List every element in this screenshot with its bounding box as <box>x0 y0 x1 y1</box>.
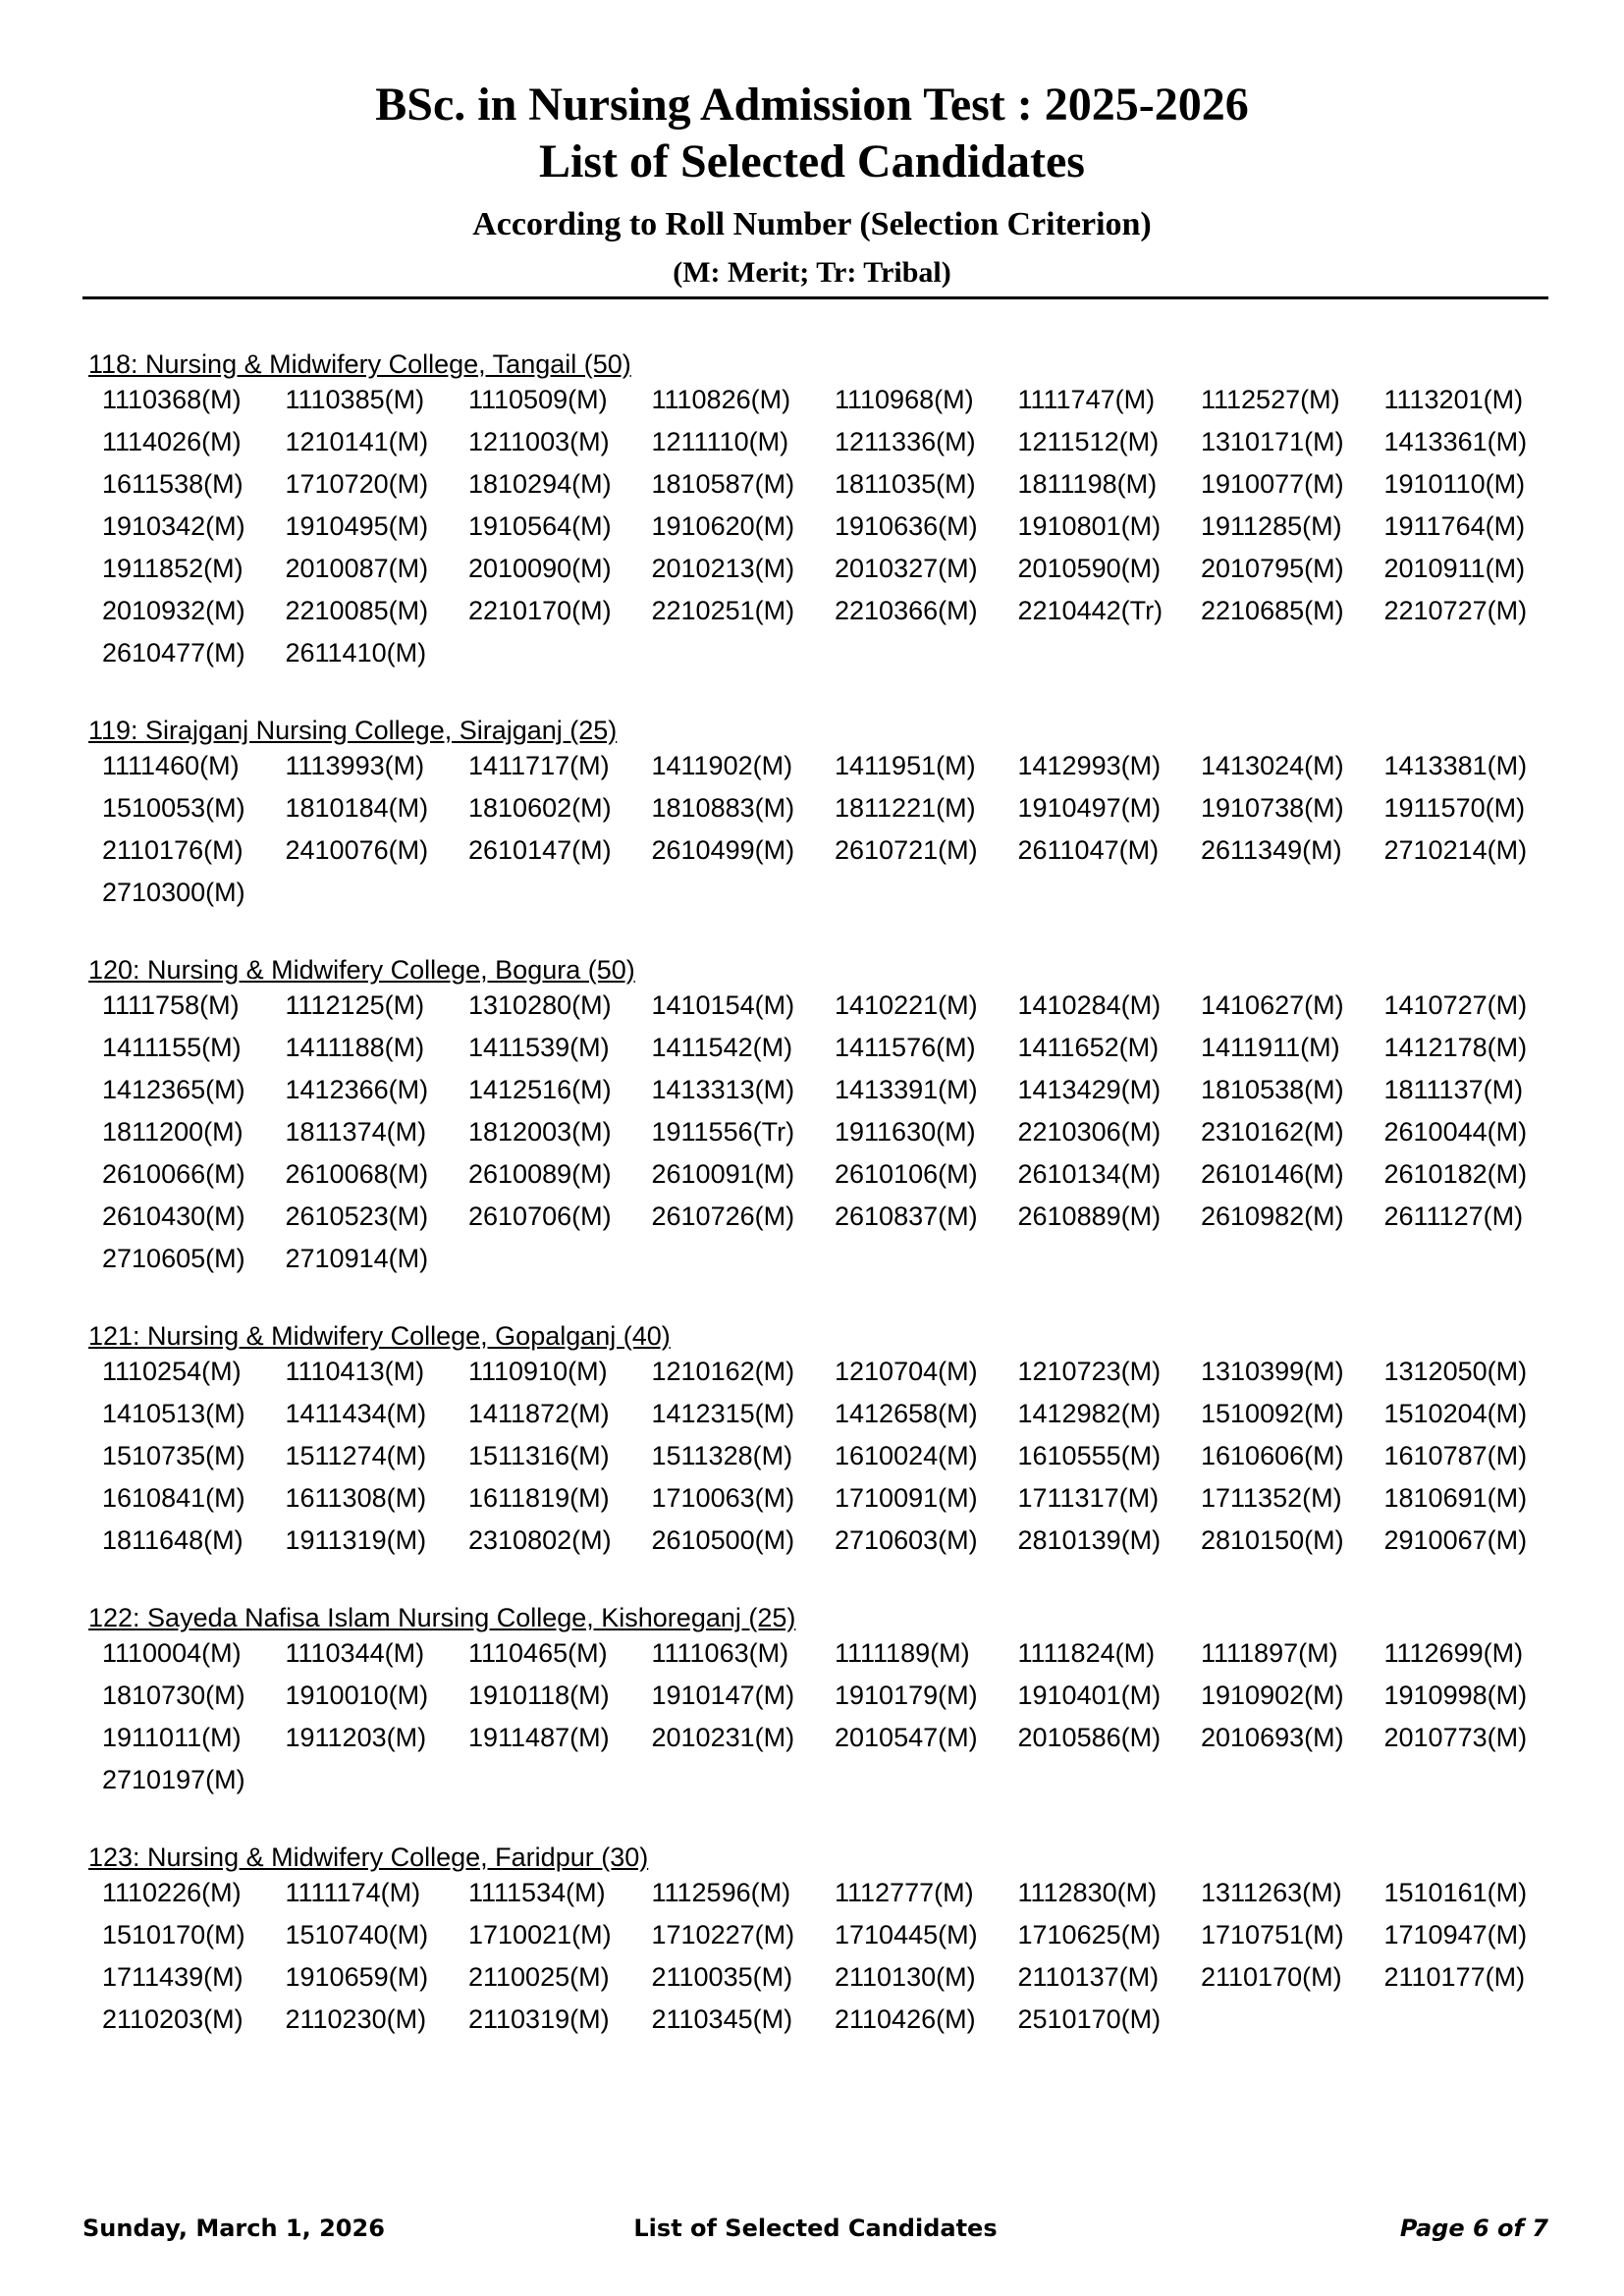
roll-number: 1610024(M) <box>835 1441 978 1470</box>
header-divider <box>82 296 1548 299</box>
roll-number: 1111758(M) <box>102 990 240 1020</box>
roll-number: 2910067(M) <box>1383 1525 1528 1555</box>
college-section <box>0 1842 1624 2041</box>
roll-number: 1310280(M) <box>468 990 612 1020</box>
roll-number: 1412366(M) <box>285 1075 429 1104</box>
roll-number: 1110254(M) <box>102 1357 242 1386</box>
roll-number: 1411539(M) <box>468 1033 610 1062</box>
roll-number: 1710021(M) <box>468 1920 612 1949</box>
college-section <box>0 1603 1624 1801</box>
roll-number: 1210141(M) <box>285 427 429 456</box>
roll-number: 2210306(M) <box>1017 1117 1162 1147</box>
roll-number: 2010547(M) <box>835 1723 978 1752</box>
roll-number: 2010327(M) <box>835 554 978 583</box>
roll-number: 1911556(Tr) <box>651 1117 795 1147</box>
roll-number: 1111824(M) <box>1017 1638 1156 1668</box>
roll-number: 1810730(M) <box>102 1681 245 1710</box>
roll-number: 2610091(M) <box>651 1159 795 1189</box>
roll-number: 1110385(M) <box>285 385 425 414</box>
roll-number: 1911852(M) <box>102 554 244 583</box>
roll-number: 1210162(M) <box>651 1357 795 1386</box>
roll-number: 1910998(M) <box>1383 1681 1528 1710</box>
roll-number: 1413381(M) <box>1383 751 1528 780</box>
roll-number: 1114026(M) <box>102 427 242 456</box>
roll-number: 1413361(M) <box>1383 427 1528 456</box>
roll-number: 1110413(M) <box>285 1357 425 1386</box>
roll-number: 1511316(M) <box>468 1441 610 1470</box>
roll-number: 1413429(M) <box>1017 1075 1162 1104</box>
roll-number: 1310171(M) <box>1201 427 1344 456</box>
roll-number: 1412178(M) <box>1383 1033 1528 1062</box>
roll-number: 1810587(M) <box>651 469 795 499</box>
roll-number: 1711439(M) <box>102 1962 244 1992</box>
roll-number: 2810139(M) <box>1017 1525 1162 1555</box>
roll-number: 1910497(M) <box>1017 793 1162 823</box>
roll-number: 1412982(M) <box>1017 1399 1162 1428</box>
roll-number: 1111534(M) <box>468 1878 606 1907</box>
roll-number: 2310802(M) <box>468 1525 612 1555</box>
roll-number: 2110025(M) <box>468 1962 610 1992</box>
roll-number: 1811221(M) <box>835 793 976 823</box>
roll-number: 2810150(M) <box>1201 1525 1344 1555</box>
roll-number: 1710625(M) <box>1017 1920 1162 1949</box>
roll-number: 2110177(M) <box>1383 1962 1526 1992</box>
roll-number: 1910738(M) <box>1201 793 1344 823</box>
roll-number: 2710605(M) <box>102 1244 245 1273</box>
roll-number: 2610721(M) <box>835 835 978 865</box>
roll-number: 1413313(M) <box>651 1075 795 1104</box>
roll-number: 2610523(M) <box>285 1201 429 1231</box>
roll-number: 2210442(Tr) <box>1017 596 1164 625</box>
roll-number: 1911630(M) <box>835 1117 976 1147</box>
roll-number: 1110226(M) <box>102 1878 242 1907</box>
roll-number: 1112596(M) <box>651 1878 791 1907</box>
roll-number: 1911203(M) <box>285 1723 427 1752</box>
roll-number: 2010932(M) <box>102 596 245 625</box>
roll-number: 2610066(M) <box>102 1159 245 1189</box>
roll-number: 1710947(M) <box>1383 1920 1528 1949</box>
roll-number: 1411576(M) <box>835 1033 976 1062</box>
college-title: 118: Nursing & Midwifery College, Tangail (50) <box>88 349 631 379</box>
roll-number-grid <box>102 985 1624 1280</box>
roll-number: 1411434(M) <box>285 1399 427 1428</box>
roll-number: 1211110(M) <box>651 427 789 456</box>
roll-number: 2010090(M) <box>468 554 612 583</box>
roll-number: 2110137(M) <box>1017 1962 1160 1992</box>
legend: (M: Merit; Tr: Tribal) <box>673 256 951 289</box>
roll-number: 1910147(M) <box>651 1681 795 1710</box>
roll-number: 1510204(M) <box>1383 1399 1528 1428</box>
roll-number: 1610555(M) <box>1017 1441 1162 1470</box>
roll-number-grid <box>102 379 1624 674</box>
roll-number: 1311263(M) <box>1201 1878 1342 1907</box>
roll-number: 2610837(M) <box>835 1201 978 1231</box>
roll-number: 1211336(M) <box>835 427 976 456</box>
roll-number: 1810294(M) <box>468 469 612 499</box>
roll-number: 2610500(M) <box>651 1525 795 1555</box>
roll-number: 1112699(M) <box>1383 1638 1524 1668</box>
roll-number: 1911487(M) <box>468 1723 610 1752</box>
roll-number: 1811374(M) <box>285 1117 427 1147</box>
roll-number: 2610889(M) <box>1017 1201 1162 1231</box>
roll-number: 1910179(M) <box>835 1681 978 1710</box>
roll-number: 1411872(M) <box>468 1399 610 1428</box>
roll-number: 2610477(M) <box>102 638 245 667</box>
roll-number: 1810691(M) <box>1383 1483 1528 1513</box>
roll-number: 2610706(M) <box>468 1201 612 1231</box>
roll-number: 2610726(M) <box>651 1201 795 1231</box>
roll-number: 1410513(M) <box>102 1399 245 1428</box>
roll-number: 1810602(M) <box>468 793 612 823</box>
roll-number: 1910495(M) <box>285 511 429 541</box>
roll-number: 1312050(M) <box>1383 1357 1528 1386</box>
roll-number: 2310162(M) <box>1201 1117 1344 1147</box>
roll-number: 1510053(M) <box>102 793 245 823</box>
roll-number: 1910118(M) <box>468 1681 610 1710</box>
roll-number: 2611349(M) <box>1201 835 1342 865</box>
roll-number: 1710227(M) <box>651 1920 795 1949</box>
roll-number: 1510170(M) <box>102 1920 245 1949</box>
roll-number: 1911011(M) <box>102 1723 242 1752</box>
roll-number: 1110910(M) <box>468 1357 608 1386</box>
roll-number: 1411717(M) <box>468 751 610 780</box>
document-title: BSc. in Nursing Admission Test : 2025-2026 <box>375 79 1249 131</box>
roll-number: 1910659(M) <box>285 1962 429 1992</box>
roll-number: 2611410(M) <box>285 638 427 667</box>
roll-number: 1910564(M) <box>468 511 612 541</box>
roll-number: 2110203(M) <box>102 2004 244 2034</box>
roll-number: 1611819(M) <box>468 1483 610 1513</box>
roll-number: 1811648(M) <box>102 1525 244 1555</box>
roll-number: 1411652(M) <box>1017 1033 1160 1062</box>
college-section <box>0 1321 1624 1562</box>
roll-number: 1911764(M) <box>1383 511 1526 541</box>
roll-number: 2610147(M) <box>468 835 612 865</box>
document-subtitle: List of Selected Candidates <box>539 135 1085 187</box>
roll-number: 2710603(M) <box>835 1525 978 1555</box>
roll-number: 2610134(M) <box>1017 1159 1162 1189</box>
roll-number: 1910902(M) <box>1201 1681 1344 1710</box>
roll-number: 2110426(M) <box>835 2004 976 2034</box>
roll-number: 1811137(M) <box>1383 1075 1524 1104</box>
college-title: 122: Sayeda Nafisa Islam Nursing College, Kishoreganj (25) <box>88 1603 796 1632</box>
roll-number: 2010087(M) <box>285 554 429 583</box>
roll-number: 1910636(M) <box>835 511 978 541</box>
roll-number: 2110130(M) <box>835 1962 976 1992</box>
roll-number: 2010231(M) <box>651 1723 795 1752</box>
roll-number: 1211003(M) <box>468 427 610 456</box>
roll-number: 1111897(M) <box>1201 1638 1338 1668</box>
roll-number: 1910010(M) <box>285 1681 429 1710</box>
roll-number: 1412658(M) <box>835 1399 978 1428</box>
roll-number: 1710720(M) <box>285 469 429 499</box>
roll-number: 1810883(M) <box>651 793 795 823</box>
roll-number-grid <box>102 1632 1624 1801</box>
roll-number: 1210704(M) <box>835 1357 978 1386</box>
roll-number: 1910620(M) <box>651 511 795 541</box>
roll-number: 2210085(M) <box>285 596 429 625</box>
roll-number: 1310399(M) <box>1201 1357 1344 1386</box>
roll-number: 2510170(M) <box>1017 2004 1162 2034</box>
roll-number: 2610068(M) <box>285 1159 429 1189</box>
roll-number: 1610787(M) <box>1383 1441 1528 1470</box>
roll-number: 1410727(M) <box>1383 990 1528 1020</box>
roll-number-grid <box>102 1351 1624 1562</box>
roll-number: 2610106(M) <box>835 1159 978 1189</box>
document-header <box>0 77 1624 293</box>
roll-number: 1411155(M) <box>102 1033 242 1062</box>
roll-number: 2210685(M) <box>1201 596 1344 625</box>
roll-number: 2210170(M) <box>468 596 612 625</box>
roll-number: 1610841(M) <box>102 1483 245 1513</box>
roll-number: 2610044(M) <box>1383 1117 1528 1147</box>
roll-number: 2110035(M) <box>651 1962 793 1992</box>
roll-number: 1411188(M) <box>285 1033 425 1062</box>
roll-number: 1112125(M) <box>285 990 425 1020</box>
roll-number: 2610089(M) <box>468 1159 612 1189</box>
roll-number: 1110465(M) <box>468 1638 608 1668</box>
selection-criterion: According to Roll Number (Selection Criterion) <box>472 206 1152 242</box>
roll-number: 2610146(M) <box>1201 1159 1344 1189</box>
roll-number: 1811198(M) <box>1017 469 1158 499</box>
roll-number: 1610606(M) <box>1201 1441 1344 1470</box>
roll-number: 1112527(M) <box>1201 385 1340 414</box>
roll-number: 1910110(M) <box>1383 469 1526 499</box>
footer-title: List of Selected Candidates <box>633 2215 998 2242</box>
roll-number: 2210727(M) <box>1383 596 1528 625</box>
college-sections <box>0 349 1624 2082</box>
roll-number: 2110345(M) <box>651 2004 793 2034</box>
roll-number: 1110344(M) <box>285 1638 425 1668</box>
college-title: 119: Sirajganj Nursing College, Sirajganj (25) <box>88 716 618 745</box>
roll-number: 1411902(M) <box>651 751 793 780</box>
roll-number: 1410154(M) <box>651 990 795 1020</box>
roll-number: 1910401(M) <box>1017 1681 1162 1710</box>
roll-number: 1412315(M) <box>651 1399 795 1428</box>
roll-number: 2611127(M) <box>1383 1201 1524 1231</box>
roll-number-grid <box>102 1872 1624 2041</box>
roll-number: 2710214(M) <box>1383 835 1528 865</box>
roll-number: 1411911(M) <box>1201 1033 1340 1062</box>
roll-number: 2710300(M) <box>102 878 245 907</box>
roll-number: 1411542(M) <box>651 1033 793 1062</box>
roll-number: 1410221(M) <box>835 990 978 1020</box>
roll-number: 1611308(M) <box>285 1483 427 1513</box>
college-section <box>0 955 1624 1280</box>
roll-number: 1910801(M) <box>1017 511 1162 541</box>
roll-number: 1110004(M) <box>102 1638 242 1668</box>
roll-number: 1113993(M) <box>285 751 425 780</box>
roll-number: 1111174(M) <box>285 1878 421 1907</box>
roll-number: 2610982(M) <box>1201 1201 1344 1231</box>
footer-date: Sunday, March 1, 2026 <box>82 2215 385 2242</box>
roll-number: 1412993(M) <box>1017 751 1162 780</box>
roll-number: 1113201(M) <box>1383 385 1524 414</box>
roll-number: 2410076(M) <box>285 835 429 865</box>
college-title: 123: Nursing & Midwifery College, Faridpur (30) <box>88 1842 649 1872</box>
roll-number: 1910342(M) <box>102 511 245 541</box>
roll-number: 1111460(M) <box>102 751 240 780</box>
roll-number: 1910077(M) <box>1201 469 1344 499</box>
roll-number: 1510740(M) <box>285 1920 429 1949</box>
roll-number: 2710914(M) <box>285 1244 429 1273</box>
roll-number: 1611538(M) <box>102 469 244 499</box>
roll-number: 1510735(M) <box>102 1441 245 1470</box>
roll-number: 1711352(M) <box>1201 1483 1342 1513</box>
college-section <box>0 349 1624 674</box>
roll-number-grid <box>102 745 1624 914</box>
roll-number: 2210251(M) <box>651 596 795 625</box>
roll-number: 1911570(M) <box>1383 793 1526 823</box>
roll-number: 1410284(M) <box>1017 990 1162 1020</box>
roll-number: 2010795(M) <box>1201 554 1344 583</box>
college-title: 121: Nursing & Midwifery College, Gopalganj (40) <box>88 1321 671 1351</box>
roll-number: 1413391(M) <box>835 1075 978 1104</box>
roll-number: 1710445(M) <box>835 1920 978 1949</box>
roll-number: 1110826(M) <box>651 385 791 414</box>
roll-number: 1911285(M) <box>1201 511 1342 541</box>
roll-number: 1411951(M) <box>835 751 976 780</box>
roll-number: 1211512(M) <box>1017 427 1160 456</box>
roll-number: 1111189(M) <box>835 1638 970 1668</box>
roll-number: 2010213(M) <box>651 554 795 583</box>
roll-number: 1810538(M) <box>1201 1075 1344 1104</box>
roll-number: 1112830(M) <box>1017 1878 1158 1907</box>
roll-number: 2010773(M) <box>1383 1723 1528 1752</box>
roll-number: 2611047(M) <box>1017 835 1160 865</box>
roll-number: 1810184(M) <box>285 793 429 823</box>
roll-number: 1111747(M) <box>1017 385 1156 414</box>
roll-number: 2610182(M) <box>1383 1159 1528 1189</box>
page-number: Page 6 of 7 <box>1399 2215 1548 2242</box>
roll-number: 2110230(M) <box>285 2004 427 2034</box>
roll-number: 1510092(M) <box>1201 1399 1344 1428</box>
roll-number: 1511328(M) <box>651 1441 793 1470</box>
roll-number: 2610430(M) <box>102 1201 245 1231</box>
roll-number: 1710751(M) <box>1201 1920 1344 1949</box>
college-section <box>0 716 1624 914</box>
roll-number: 1811035(M) <box>835 469 976 499</box>
roll-number: 1111063(M) <box>651 1638 789 1668</box>
roll-number: 1911319(M) <box>285 1525 427 1555</box>
roll-number: 2110170(M) <box>1201 1962 1342 1992</box>
roll-number: 1413024(M) <box>1201 751 1344 780</box>
roll-number: 2010590(M) <box>1017 554 1162 583</box>
roll-number: 1210723(M) <box>1017 1357 1162 1386</box>
roll-number: 2010586(M) <box>1017 1723 1162 1752</box>
roll-number: 2010693(M) <box>1201 1723 1344 1752</box>
roll-number: 1812003(M) <box>468 1117 612 1147</box>
roll-number: 2010911(M) <box>1383 554 1526 583</box>
roll-number: 1711317(M) <box>1017 1483 1160 1513</box>
roll-number: 1511274(M) <box>285 1441 427 1470</box>
roll-number: 1510161(M) <box>1383 1878 1528 1907</box>
college-title: 120: Nursing & Midwifery College, Bogura (50) <box>88 955 635 985</box>
roll-number: 1710091(M) <box>835 1483 978 1513</box>
roll-number: 1410627(M) <box>1201 990 1344 1020</box>
roll-number: 2610499(M) <box>651 835 795 865</box>
roll-number: 1110368(M) <box>102 385 242 414</box>
roll-number: 2210366(M) <box>835 596 978 625</box>
roll-number: 2110176(M) <box>102 835 244 865</box>
roll-number: 2710197(M) <box>102 1765 245 1794</box>
page-footer <box>82 2215 1548 2248</box>
roll-number: 1110968(M) <box>835 385 974 414</box>
roll-number: 1412516(M) <box>468 1075 612 1104</box>
roll-number: 1412365(M) <box>102 1075 245 1104</box>
roll-number: 2110319(M) <box>468 2004 610 2034</box>
roll-number: 1710063(M) <box>651 1483 795 1513</box>
roll-number: 1811200(M) <box>102 1117 244 1147</box>
roll-number: 1110509(M) <box>468 385 608 414</box>
roll-number: 1112777(M) <box>835 1878 974 1907</box>
